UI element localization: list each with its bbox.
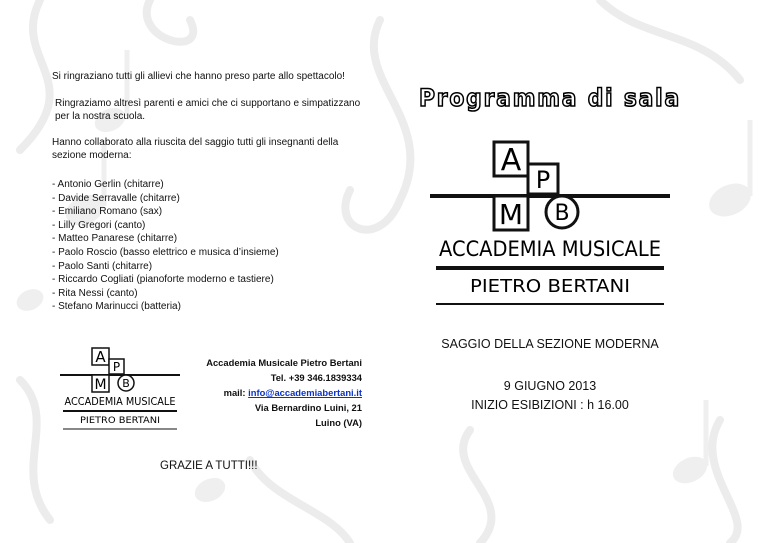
closing-thanks: GRAZIE A TUTTI!!! — [160, 460, 258, 472]
teachers-intro-text: Hanno collaborato alla riuscita del saggio tutti gli insegnanti della sezione moderna: — [52, 137, 339, 161]
list-item: - Davide Serravalle (chitarre) — [52, 192, 180, 204]
logo-letter-b: B — [554, 201, 570, 226]
logo-letter-b: B — [122, 377, 130, 390]
program-title — [412, 78, 688, 118]
list-item: - Riccardo Cogliati (pianoforte moderno e tastiere) — [52, 274, 274, 286]
academy-logo-small — [60, 346, 180, 432]
contact-phone: Tel. +39 346.1839334 — [270, 372, 362, 383]
thanks-students-text: Si ringraziano tutti gli allievi che hanno preso parte allo spettacolo! — [52, 71, 345, 82]
teachers-list — [52, 178, 372, 314]
event-date: 9 GIUGNO 2013 — [503, 379, 597, 393]
list-item: - Stefano Marinucci (batteria) — [52, 301, 181, 313]
thanks-family-text: Ringraziamo altresì parenti e amici che ci supportano e simpatizzano per la nostra scuola. — [55, 98, 361, 122]
logo-name-line1: ACCADEMIA MUSICALE — [439, 237, 661, 261]
section-title: SAGGIO DELLA SEZIONE MODERNA — [441, 337, 659, 351]
logo-letter-m: M — [498, 198, 524, 231]
list-item: - Emiliano Romano (sax) — [52, 206, 163, 218]
logo-letter-m: M — [94, 377, 107, 393]
event-start-time: INIZIO ESIBIZIONI : h 16.00 — [471, 398, 629, 412]
contact-mail-line — [190, 385, 362, 400]
logo-name-line1: ACCADEMIA MUSICALE — [64, 396, 176, 408]
contact-address: Via Bernardino Luini, 21 — [254, 402, 362, 413]
list-item: - Paolo Roscio (basso elettrico e musica d’insieme) — [52, 246, 279, 258]
list-item: - Rita Nessi (canto) — [52, 287, 138, 299]
contact-city: Luino (VA) — [315, 417, 362, 428]
academy-logo-large — [430, 138, 670, 310]
list-item: - Antonio Gerlin (chitarre) — [52, 179, 164, 190]
contact-block — [190, 355, 362, 430]
contact-email-link[interactable]: info@accademiabertani.it — [248, 387, 362, 398]
program-title-text: Programma di sala — [419, 84, 681, 112]
logo-letter-a: A — [500, 143, 522, 178]
logo-name-line2: PIETRO BERTANI — [80, 416, 160, 426]
logo-name-line2: PIETRO BERTANI — [470, 276, 630, 297]
logo-letter-p: P — [535, 166, 551, 194]
list-item: - Lilly Gregori (canto) — [52, 219, 146, 231]
contact-mail-label: mail: — [223, 387, 249, 398]
list-item: - Matteo Panarese (chitarre) — [52, 233, 178, 245]
logo-letter-p: P — [112, 360, 121, 374]
list-item: - Paolo Santi (chitarre) — [52, 260, 153, 272]
logo-letter-a: A — [95, 348, 106, 366]
contact-name: Accademia Musicale Pietro Bertani — [206, 357, 362, 368]
